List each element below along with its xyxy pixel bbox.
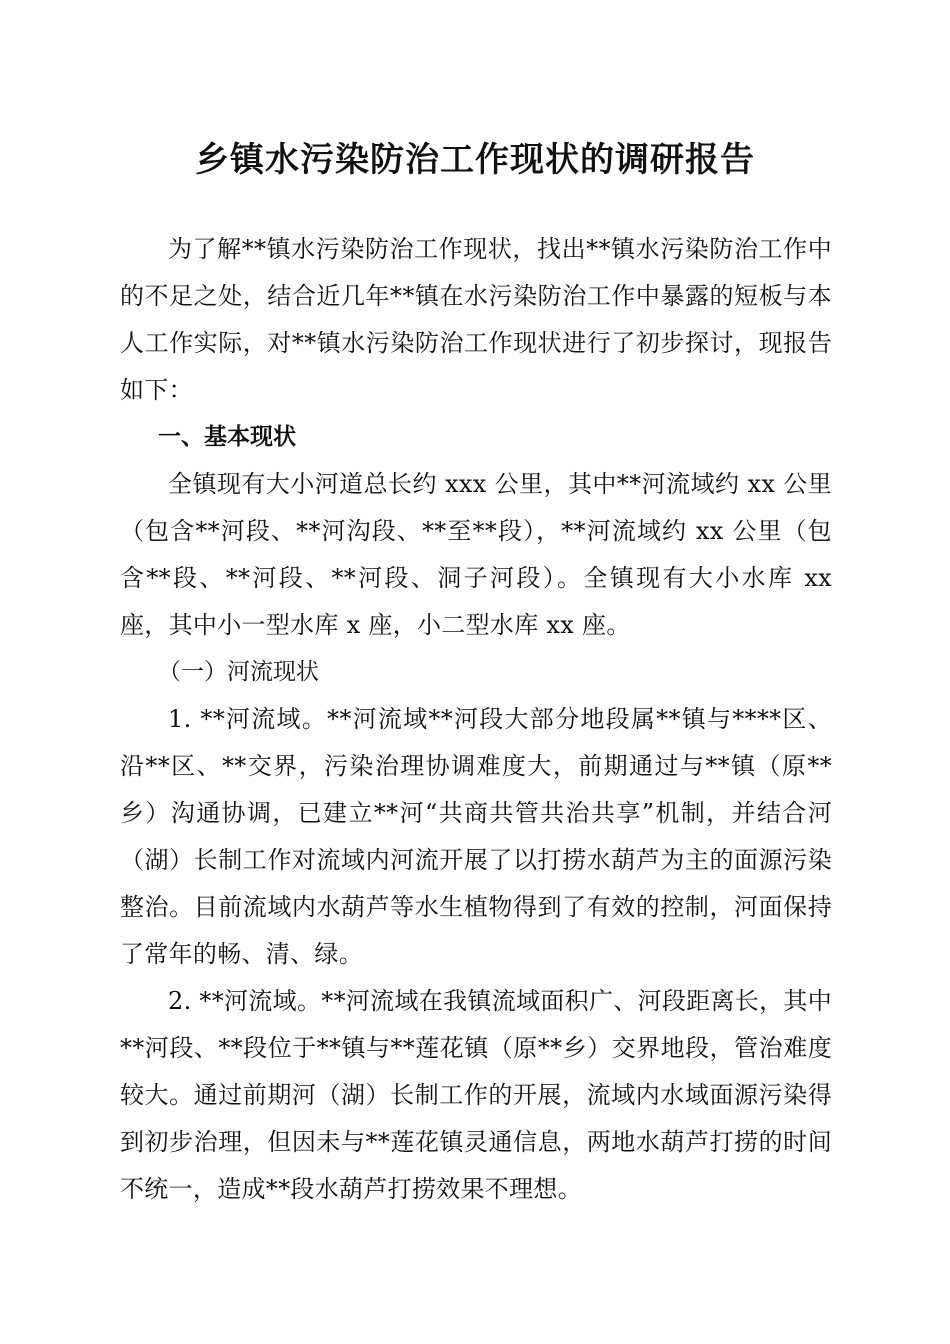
subsection-heading-river-status: （一）河流现状: [158, 659, 319, 685]
basic-status-paragraph: 全镇现有大小河道总长约 xxx 公里，其中**河流域约 xx 公里（包含**河段、**河沟段、**至**段），**河流域约 xx 公里（包含**段、**河段、**河段、洞子河段）。全镇现有大小水库 xx 座，其中小一型水库 x 座，小二型水库 xx 座。: [120, 470, 832, 639]
river-item-1-paragraph: 1. **河流域。**河流域**河段大部分地段属**镇与****区、沿**区、**交界，污染治理协调难度大，前期通过与**镇（原**乡）沟通协调，已建立**河“共商共管共治共享”机制，并结合河（湖）长制工作对流域内河流开展了以打捞水葫芦为主的面源污染整治。目前流域内水葫芦等水生植物得到了有效的控制，河面保持了常年的畅、清、绿。: [120, 705, 832, 968]
river-item-2-paragraph: 2. **河流域。**河流域在我镇流域面积广、河段距离长，其中**河段、**段位于**镇与**莲花镇（原**乡）交界地段，管治难度较大。通过前期河（湖）长制工作的开展，流域内水域面源污染得到初步治理，但因未与**莲花镇灵通信息，两地水葫芦打捞的时间不统一，造成**段水葫芦打捞效果不理想。: [120, 987, 832, 1203]
document-title: 乡镇水污染防治工作现状的调研报告: [195, 140, 755, 180]
intro-paragraph: 为了解**镇水污染防治工作现状，找出**镇水污染防治工作中的不足之处，结合近几年**镇在水污染防治工作中暴露的短板与本人工作实际，对**镇水污染防治工作现状进行了初步探讨，现报告如下：: [120, 235, 832, 404]
section-heading-basic-status: 一、基本现状: [158, 424, 296, 450]
document-body: [120, 226, 832, 1213]
